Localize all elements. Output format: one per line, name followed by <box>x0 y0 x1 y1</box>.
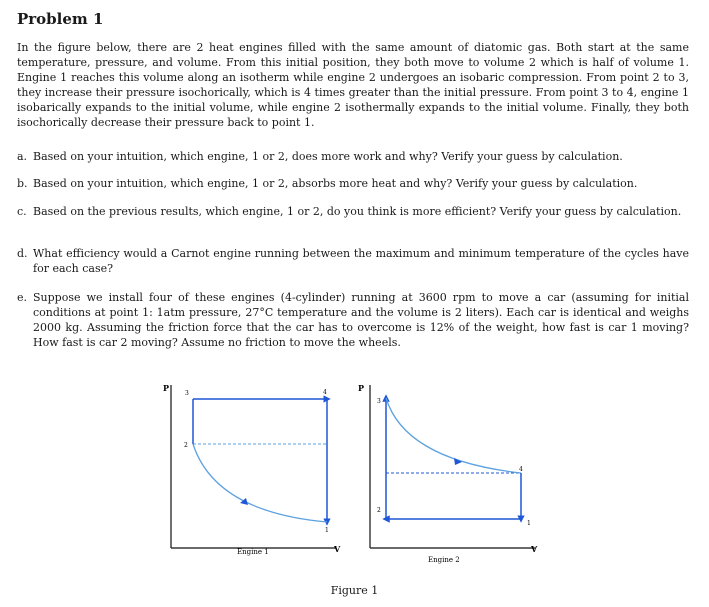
question-label: c. <box>17 205 27 218</box>
engine-1-v-label: V <box>334 544 341 554</box>
engine-1-p-label: P <box>163 383 170 393</box>
question-label: d. <box>17 247 28 260</box>
engine-1-point-2: 2 <box>184 442 188 449</box>
engine-1-name: Engine 1 <box>237 548 269 556</box>
engine-1-diagram <box>163 383 341 556</box>
problem-intro: In the figure below, there are 2 heat engines filled with the same amount of diatomic gas. Both start at the same temperature, pressure, and volume. From this initial position, they both move to volume 2 which is half of volume 1. Engine 1 reaches this volume along an isotherm while engine 2 undergoes an isobaric compression. From point 2 to 3, they increase their pressure isochorically, which is 4 times greater than the initial pressure. From point 3 to 4, engine 1 isobarically expands to the initial volume, while engine 2 isothermally expands to the initial volume. Finally, they both isochorically decrease their pressure back to point 1. <box>17 41 689 129</box>
question-d <box>17 246 689 276</box>
engine-2-isotherm-arrow <box>454 458 462 465</box>
figure-caption: Figure 1 <box>330 584 379 597</box>
problem-title: Problem 1 <box>17 10 104 28</box>
question-label: a. <box>17 150 28 163</box>
engine-1-point-3: 3 <box>185 390 189 397</box>
question-a <box>17 149 689 164</box>
question-text: Based on the previous results, which engine, 1 or 2, do you think is more efficient? Verify your guess by calculation. <box>33 205 682 218</box>
question-e <box>17 290 689 350</box>
engine-2-point-2: 2 <box>377 507 381 514</box>
question-label: e. <box>17 291 28 304</box>
engine-2-point-4: 4 <box>519 466 523 473</box>
engine-2-point-1: 1 <box>527 520 531 527</box>
engine-2-diagram <box>358 383 538 564</box>
engine-2-v-label: V <box>531 544 538 554</box>
question-b <box>17 176 689 191</box>
question-text: Suppose we install four of these engines (4-cylinder) running at 3600 rpm to move a car (assuming for initial conditions at point 1: 1atm pressure, 27°C temperature and the volume is 2 liters). Each car is identical and weighs 2000 kg. Assuming the friction force that the car has to overcome is 12% of the weight, how fast is car 1 moving? How fast is car 2 moving? Assume no friction to move the wheels. <box>33 291 689 349</box>
engine-1-point-4: 4 <box>323 389 327 396</box>
engine-1-point-1: 1 <box>325 527 329 534</box>
question-text: Based on your intuition, which engine, 1 or 2, does more work and why? Verify your guess by calculation. <box>33 150 623 163</box>
engine-2-point-3: 3 <box>377 398 381 405</box>
engine-2-name: Engine 2 <box>428 556 460 564</box>
question-c <box>17 204 689 219</box>
question-label: b. <box>17 177 28 190</box>
engine-2-isotherm-3-4 <box>386 398 521 473</box>
engine-1-isotherm-1-2 <box>193 444 327 522</box>
question-text: Based on your intuition, which engine, 1 or 2, absorbs more heat and why? Verify your guess by calculation. <box>33 177 638 190</box>
question-text: What efficiency would a Carnot engine running between the maximum and minimum temperature of the cycles have for each case? <box>33 247 689 275</box>
figure-1 <box>0 370 709 575</box>
engine-2-p-label: P <box>358 383 365 393</box>
